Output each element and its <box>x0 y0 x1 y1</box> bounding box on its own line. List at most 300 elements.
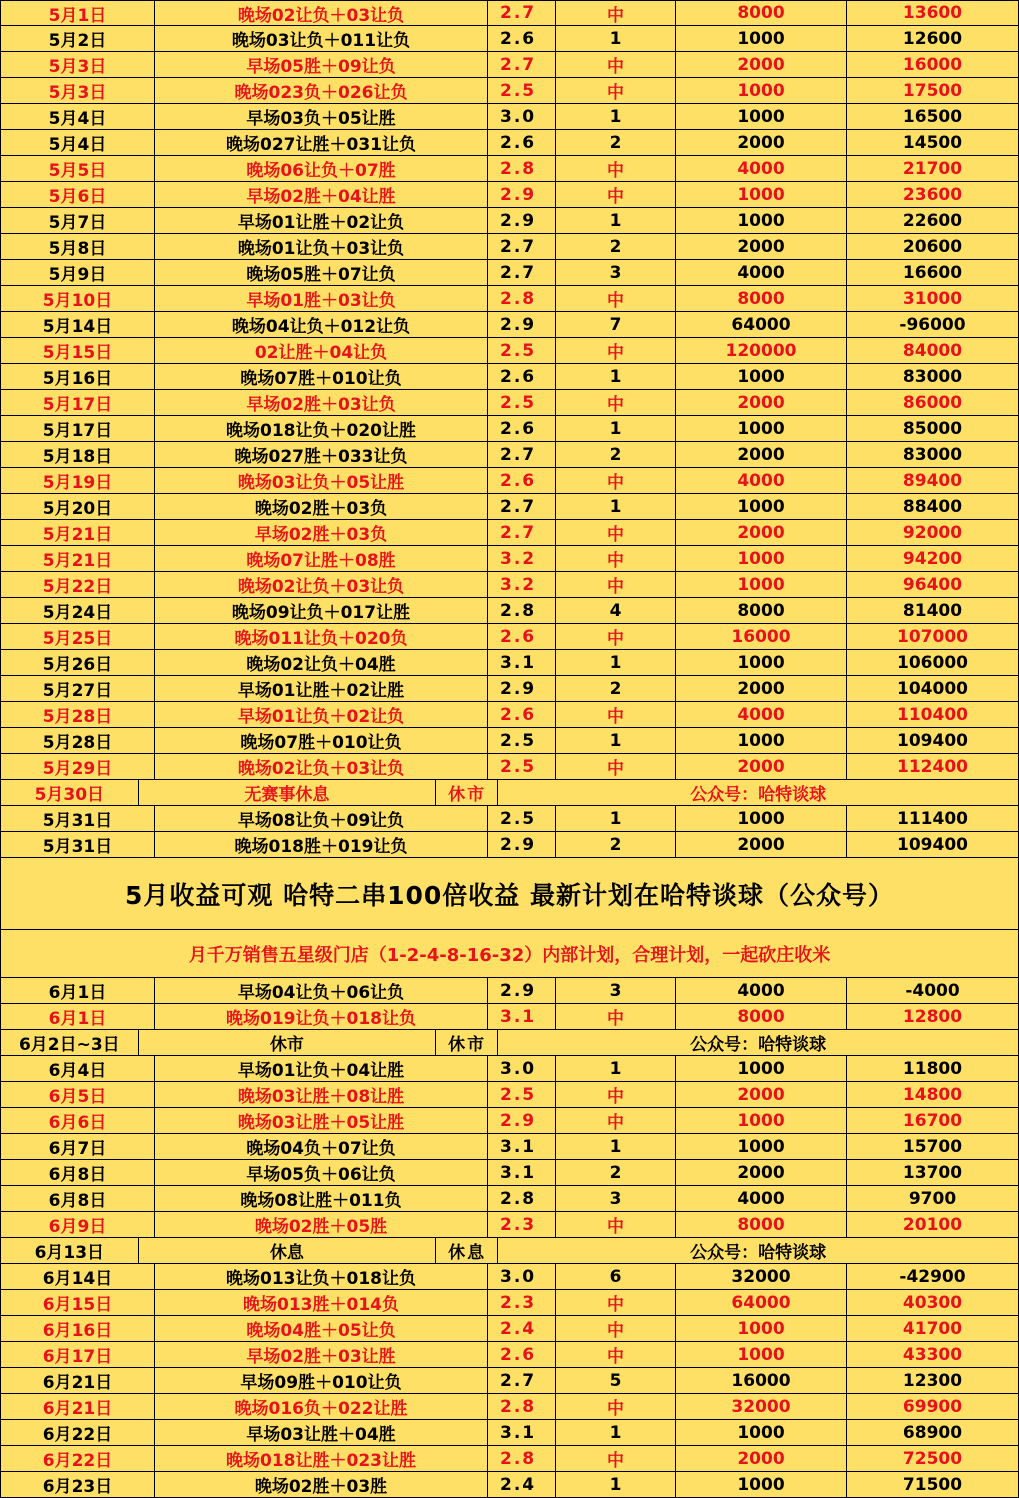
table-row <box>1 806 1019 832</box>
odds-cell: 2.5 <box>488 78 556 103</box>
balance-cell: 12800 <box>847 1004 1019 1029</box>
balance-cell: 88400 <box>847 494 1019 519</box>
match-cell: 晚场07让胜＋08胜 <box>155 546 488 571</box>
match-cell: 晚场08让胜＋011负 <box>155 1186 488 1211</box>
date-cell: 6月15日 <box>1 1290 155 1315</box>
stake-cell: 2000 <box>676 390 847 415</box>
table-row <box>1 416 1019 442</box>
odds-cell: 3.1 <box>488 1420 556 1445</box>
date-cell: 5月18日 <box>1 442 155 467</box>
odds-cell: 2.6 <box>488 130 556 155</box>
stake-cell: 2000 <box>676 234 847 259</box>
balance-cell: 23600 <box>847 182 1019 207</box>
odds-cell: 2.8 <box>488 598 556 623</box>
odds-cell: 休市 <box>436 1030 498 1055</box>
stake-cell: 64000 <box>676 1290 847 1315</box>
match-cell: 晚场027让胜＋031让负 <box>155 130 488 155</box>
balance-cell: -42900 <box>847 1264 1019 1289</box>
table-row <box>1 0 1019 26</box>
balance-cell: 13600 <box>847 1 1019 25</box>
table-row <box>1 780 1019 806</box>
result-cell: 2 <box>556 1160 676 1185</box>
result-cell: 中 <box>556 1108 676 1133</box>
match-cell: 晚场02让负＋04胜 <box>155 650 488 675</box>
odds-cell: 2.6 <box>488 1342 556 1367</box>
match-cell: 晚场03让负＋05让胜 <box>155 468 488 493</box>
stake-cell: 2000 <box>676 832 847 857</box>
match-cell: 晚场03让胜＋05让胜 <box>155 1108 488 1133</box>
odds-cell: 2.6 <box>488 26 556 51</box>
stake-cell: 2000 <box>676 1082 847 1107</box>
odds-cell: 2.7 <box>488 1 556 25</box>
odds-cell: 2.7 <box>488 1368 556 1393</box>
stake-cell: 1000 <box>676 1472 847 1497</box>
balance-cell: 72500 <box>847 1446 1019 1471</box>
date-cell: 5月9日 <box>1 260 155 285</box>
balance-cell: 14500 <box>847 130 1019 155</box>
match-cell: 早场05胜＋09让负 <box>155 52 488 77</box>
profit-banner: 5月收益可观 哈特二串100倍收益 最新计划在哈特谈球（公众号） <box>1 858 1019 930</box>
odds-cell: 2.8 <box>488 286 556 311</box>
odds-cell: 休息 <box>436 1238 498 1263</box>
result-cell: 中 <box>556 1082 676 1107</box>
june-records <box>1 978 1019 1498</box>
date-cell: 6月6日 <box>1 1108 155 1133</box>
stake-cell: 2000 <box>676 520 847 545</box>
match-cell: 早场02胜＋03让胜 <box>155 1342 488 1367</box>
may-records <box>1 0 1019 858</box>
table-row <box>1 1342 1019 1368</box>
balance-cell: 41700 <box>847 1316 1019 1341</box>
odds-cell: 2.9 <box>488 676 556 701</box>
date-cell: 5月2日 <box>1 26 155 51</box>
stake-cell: 2000 <box>676 52 847 77</box>
date-cell: 5月4日 <box>1 130 155 155</box>
table-row <box>1 234 1019 260</box>
stake-cell: 8000 <box>676 286 847 311</box>
result-cell: 中 <box>556 338 676 363</box>
stake-cell: 2000 <box>676 1446 847 1471</box>
match-cell: 早场03负＋05让胜 <box>155 104 488 129</box>
date-cell: 6月21日 <box>1 1368 155 1393</box>
note-cell: 公众号：哈特谈球 <box>498 1030 1019 1055</box>
balance-cell: 111400 <box>847 806 1019 831</box>
balance-cell: 104000 <box>847 676 1019 701</box>
table-row <box>1 676 1019 702</box>
table-row <box>1 650 1019 676</box>
match-cell: 晚场02胜＋05胜 <box>155 1212 488 1237</box>
date-cell: 6月1日 <box>1 1004 155 1029</box>
balance-cell: 22600 <box>847 208 1019 233</box>
odds-cell: 2.7 <box>488 442 556 467</box>
balance-cell: 12600 <box>847 26 1019 51</box>
match-cell: 晚场04胜＋05让负 <box>155 1316 488 1341</box>
balance-cell: 94200 <box>847 546 1019 571</box>
match-cell: 晚场027胜＋033让负 <box>155 442 488 467</box>
result-cell: 中 <box>556 182 676 207</box>
match-cell: 晚场06让负＋07胜 <box>155 156 488 181</box>
date-cell: 6月5日 <box>1 1082 155 1107</box>
stake-cell: 32000 <box>676 1394 847 1419</box>
result-cell: 7 <box>556 312 676 337</box>
result-cell: 1 <box>556 1472 676 1497</box>
stake-cell: 4000 <box>676 978 847 1003</box>
result-cell: 1 <box>556 1134 676 1159</box>
stake-cell: 1000 <box>676 572 847 597</box>
odds-cell: 2.6 <box>488 702 556 727</box>
match-cell: 晚场013胜＋014负 <box>155 1290 488 1315</box>
table-row <box>1 1368 1019 1394</box>
odds-cell: 3.2 <box>488 572 556 597</box>
stake-cell: 1000 <box>676 182 847 207</box>
balance-cell: 9700 <box>847 1186 1019 1211</box>
balance-cell: 109400 <box>847 832 1019 857</box>
plan-banner: 月千万销售五星级门店（1-2-4-8-16-32）内部计划，合理计划，一起砍庄收米 <box>1 930 1019 978</box>
table-row <box>1 1082 1019 1108</box>
result-cell: 中 <box>556 1004 676 1029</box>
stake-cell: 16000 <box>676 1368 847 1393</box>
table-row <box>1 1004 1019 1030</box>
balance-cell: 13700 <box>847 1160 1019 1185</box>
stake-cell: 4000 <box>676 156 847 181</box>
match-cell: 晚场02让负＋03让负 <box>155 754 488 779</box>
match-cell: 早场02胜＋03让负 <box>155 390 488 415</box>
match-cell: 晚场011让负＋020负 <box>155 624 488 649</box>
odds-cell: 3.1 <box>488 1004 556 1029</box>
table-row <box>1 26 1019 52</box>
balance-cell: 16500 <box>847 104 1019 129</box>
result-cell: 中 <box>556 1342 676 1367</box>
match-cell: 晚场03让负＋011让负 <box>155 26 488 51</box>
balance-cell: 106000 <box>847 650 1019 675</box>
table-row <box>1 572 1019 598</box>
match-cell: 早场01让负＋04让胜 <box>155 1056 488 1081</box>
date-cell: 6月16日 <box>1 1316 155 1341</box>
date-cell: 5月25日 <box>1 624 155 649</box>
table-row <box>1 728 1019 754</box>
match-cell: 晚场02让负＋03让负 <box>155 572 488 597</box>
result-cell: 中 <box>556 1446 676 1471</box>
result-cell: 1 <box>556 728 676 753</box>
odds-cell: 2.3 <box>488 1290 556 1315</box>
result-cell: 中 <box>556 1394 676 1419</box>
stake-cell: 8000 <box>676 1212 847 1237</box>
table-row <box>1 702 1019 728</box>
balance-cell: 83000 <box>847 364 1019 389</box>
balance-cell: 109400 <box>847 728 1019 753</box>
stake-cell: 1000 <box>676 650 847 675</box>
table-row <box>1 312 1019 338</box>
date-cell: 6月22日 <box>1 1446 155 1471</box>
result-cell: 3 <box>556 1186 676 1211</box>
date-cell: 5月7日 <box>1 208 155 233</box>
result-cell: 中 <box>556 286 676 311</box>
balance-cell: 15700 <box>847 1134 1019 1159</box>
table-row <box>1 442 1019 468</box>
date-cell: 6月1日 <box>1 978 155 1003</box>
match-cell: 晚场07胜＋010让负 <box>155 364 488 389</box>
match-cell: 晚场019让负＋018让负 <box>155 1004 488 1029</box>
stake-cell: 1000 <box>676 546 847 571</box>
match-cell: 早场01让负＋02让负 <box>155 702 488 727</box>
match-cell: 晚场07胜＋010让负 <box>155 728 488 753</box>
table-row <box>1 364 1019 390</box>
odds-cell: 2.5 <box>488 1082 556 1107</box>
stake-cell: 4000 <box>676 260 847 285</box>
date-cell: 5月29日 <box>1 754 155 779</box>
result-cell: 中 <box>556 546 676 571</box>
match-cell: 晚场018让负＋020让胜 <box>155 416 488 441</box>
date-cell: 6月21日 <box>1 1394 155 1419</box>
balance-cell: 17500 <box>847 78 1019 103</box>
date-cell: 5月3日 <box>1 78 155 103</box>
match-cell: 早场05负＋06让负 <box>155 1160 488 1185</box>
table-row <box>1 130 1019 156</box>
table-row <box>1 390 1019 416</box>
table-row <box>1 1056 1019 1082</box>
result-cell: 中 <box>556 520 676 545</box>
match-cell: 早场03让胜＋04胜 <box>155 1420 488 1445</box>
match-cell: 晚场02让负＋03让负 <box>155 1 488 25</box>
result-cell: 中 <box>556 1212 676 1237</box>
result-cell: 中 <box>556 572 676 597</box>
match-cell: 早场02胜＋03负 <box>155 520 488 545</box>
match-cell: 02让胜＋04让负 <box>155 338 488 363</box>
odds-cell: 3.2 <box>488 546 556 571</box>
stake-cell: 1000 <box>676 1134 847 1159</box>
table-row <box>1 338 1019 364</box>
balance-cell: 71500 <box>847 1472 1019 1497</box>
date-cell: 5月10日 <box>1 286 155 311</box>
odds-cell: 2.6 <box>488 416 556 441</box>
stake-cell: 16000 <box>676 624 847 649</box>
table-row <box>1 1134 1019 1160</box>
stake-cell: 2000 <box>676 754 847 779</box>
match-cell: 晚场02胜＋03负 <box>155 494 488 519</box>
stake-cell: 1000 <box>676 416 847 441</box>
table-row <box>1 1472 1019 1498</box>
result-cell: 5 <box>556 1368 676 1393</box>
balance-cell: 16600 <box>847 260 1019 285</box>
odds-cell: 2.8 <box>488 1186 556 1211</box>
stake-cell: 1000 <box>676 26 847 51</box>
date-cell: 5月26日 <box>1 650 155 675</box>
balance-cell: 20600 <box>847 234 1019 259</box>
date-cell: 5月31日 <box>1 832 155 857</box>
match-cell: 晚场018让胜＋023让胜 <box>155 1446 488 1471</box>
result-cell: 中 <box>556 390 676 415</box>
result-cell: 1 <box>556 1056 676 1081</box>
match-cell: 早场09胜＋010让负 <box>155 1368 488 1393</box>
date-cell: 6月8日 <box>1 1160 155 1185</box>
stake-cell: 1000 <box>676 806 847 831</box>
balance-cell: 20100 <box>847 1212 1019 1237</box>
odds-cell: 3.0 <box>488 1056 556 1081</box>
stake-cell: 64000 <box>676 312 847 337</box>
date-cell: 5月6日 <box>1 182 155 207</box>
result-cell: 2 <box>556 832 676 857</box>
table-row <box>1 468 1019 494</box>
stake-cell: 2000 <box>676 442 847 467</box>
odds-cell: 2.9 <box>488 978 556 1003</box>
result-cell: 中 <box>556 78 676 103</box>
table-row <box>1 832 1019 858</box>
odds-cell: 2.5 <box>488 338 556 363</box>
result-cell: 1 <box>556 494 676 519</box>
stake-cell: 4000 <box>676 1186 847 1211</box>
balance-cell: 81400 <box>847 598 1019 623</box>
table-row <box>1 494 1019 520</box>
match-cell: 早场01让胜＋02让胜 <box>155 676 488 701</box>
balance-cell: 89400 <box>847 468 1019 493</box>
table-row <box>1 156 1019 182</box>
odds-cell: 2.4 <box>488 1472 556 1497</box>
table-row <box>1 978 1019 1004</box>
date-cell: 5月21日 <box>1 546 155 571</box>
date-cell: 5月16日 <box>1 364 155 389</box>
result-cell: 中 <box>556 468 676 493</box>
stake-cell: 1000 <box>676 78 847 103</box>
balance-cell: 16700 <box>847 1108 1019 1133</box>
date-cell: 6月8日 <box>1 1186 155 1211</box>
balance-cell: 110400 <box>847 702 1019 727</box>
result-cell: 3 <box>556 260 676 285</box>
balance-cell: 69900 <box>847 1394 1019 1419</box>
odds-cell: 2.8 <box>488 156 556 181</box>
stake-cell: 1000 <box>676 728 847 753</box>
odds-cell: 2.7 <box>488 52 556 77</box>
odds-cell: 2.9 <box>488 1108 556 1133</box>
date-cell: 5月30日 <box>1 780 139 805</box>
balance-cell: 83000 <box>847 442 1019 467</box>
note-cell: 公众号：哈特谈球 <box>498 780 1019 805</box>
date-cell: 6月2日~3日 <box>1 1030 139 1055</box>
odds-cell: 3.0 <box>488 1264 556 1289</box>
result-cell: 3 <box>556 978 676 1003</box>
balance-cell: 92000 <box>847 520 1019 545</box>
stake-cell: 1000 <box>676 208 847 233</box>
result-cell: 2 <box>556 130 676 155</box>
match-cell: 晚场018胜＋019让负 <box>155 832 488 857</box>
odds-cell: 2.9 <box>488 208 556 233</box>
odds-cell: 2.9 <box>488 182 556 207</box>
table-row <box>1 1212 1019 1238</box>
table-row <box>1 1160 1019 1186</box>
date-cell: 5月3日 <box>1 52 155 77</box>
match-cell: 无赛事休息 <box>139 780 436 805</box>
table-row <box>1 1186 1019 1212</box>
table-row <box>1 260 1019 286</box>
date-cell: 5月19日 <box>1 468 155 493</box>
table-row <box>1 624 1019 650</box>
match-cell: 早场02胜＋04让胜 <box>155 182 488 207</box>
odds-cell: 2.6 <box>488 624 556 649</box>
table-row <box>1 52 1019 78</box>
match-cell: 休市 <box>139 1030 436 1055</box>
table-row <box>1 1290 1019 1316</box>
balance-cell: 12300 <box>847 1368 1019 1393</box>
date-cell: 5月8日 <box>1 234 155 259</box>
match-cell: 晚场04负＋07让负 <box>155 1134 488 1159</box>
balance-cell: 85000 <box>847 416 1019 441</box>
stake-cell: 1000 <box>676 1342 847 1367</box>
result-cell: 中 <box>556 156 676 181</box>
result-cell: 1 <box>556 1420 676 1445</box>
match-cell: 晚场03让胜＋08让胜 <box>155 1082 488 1107</box>
odds-cell: 3.1 <box>488 1134 556 1159</box>
result-cell: 中 <box>556 1290 676 1315</box>
odds-cell: 2.3 <box>488 1212 556 1237</box>
odds-cell: 2.9 <box>488 832 556 857</box>
table-row <box>1 182 1019 208</box>
odds-cell: 2.5 <box>488 728 556 753</box>
result-cell: 1 <box>556 364 676 389</box>
table-row <box>1 1394 1019 1420</box>
match-cell: 晚场05胜＋07让负 <box>155 260 488 285</box>
stake-cell: 120000 <box>676 338 847 363</box>
match-cell: 早场08让负＋09让负 <box>155 806 488 831</box>
result-cell: 中 <box>556 702 676 727</box>
match-cell: 早场01让胜＋02让负 <box>155 208 488 233</box>
table-row <box>1 208 1019 234</box>
balance-cell: 84000 <box>847 338 1019 363</box>
balance-cell: -96000 <box>847 312 1019 337</box>
odds-cell: 2.5 <box>488 754 556 779</box>
odds-cell: 2.7 <box>488 520 556 545</box>
stake-cell: 2000 <box>676 676 847 701</box>
table-row <box>1 1030 1019 1056</box>
result-cell: 2 <box>556 676 676 701</box>
result-cell: 1 <box>556 208 676 233</box>
result-cell: 中 <box>556 1 676 25</box>
stake-cell: 1000 <box>676 494 847 519</box>
stake-cell: 8000 <box>676 598 847 623</box>
result-cell: 中 <box>556 754 676 779</box>
odds-cell: 2.4 <box>488 1316 556 1341</box>
table-row <box>1 1264 1019 1290</box>
date-cell: 6月23日 <box>1 1472 155 1497</box>
date-cell: 6月4日 <box>1 1056 155 1081</box>
result-cell: 1 <box>556 26 676 51</box>
match-cell: 晚场02胜＋03胜 <box>155 1472 488 1497</box>
match-cell: 休息 <box>139 1238 436 1263</box>
result-cell: 2 <box>556 442 676 467</box>
result-cell: 中 <box>556 52 676 77</box>
odds-cell: 2.6 <box>488 468 556 493</box>
result-cell: 4 <box>556 598 676 623</box>
date-cell: 5月17日 <box>1 390 155 415</box>
date-cell: 5月20日 <box>1 494 155 519</box>
stake-cell: 1000 <box>676 364 847 389</box>
table-row <box>1 104 1019 130</box>
note-cell: 公众号：哈特谈球 <box>498 1238 1019 1263</box>
date-cell: 5月5日 <box>1 156 155 181</box>
date-cell: 5月27日 <box>1 676 155 701</box>
table-row <box>1 1238 1019 1264</box>
match-cell: 早场04让负＋06让负 <box>155 978 488 1003</box>
odds-cell: 2.7 <box>488 260 556 285</box>
date-cell: 5月21日 <box>1 520 155 545</box>
match-cell: 晚场01让负＋03让负 <box>155 234 488 259</box>
table-row <box>1 1108 1019 1134</box>
date-cell: 6月7日 <box>1 1134 155 1159</box>
odds-cell: 3.1 <box>488 1160 556 1185</box>
stake-cell: 1000 <box>676 1420 847 1445</box>
odds-cell: 2.6 <box>488 364 556 389</box>
date-cell: 6月22日 <box>1 1420 155 1445</box>
odds-cell: 3.0 <box>488 104 556 129</box>
date-cell: 5月28日 <box>1 702 155 727</box>
